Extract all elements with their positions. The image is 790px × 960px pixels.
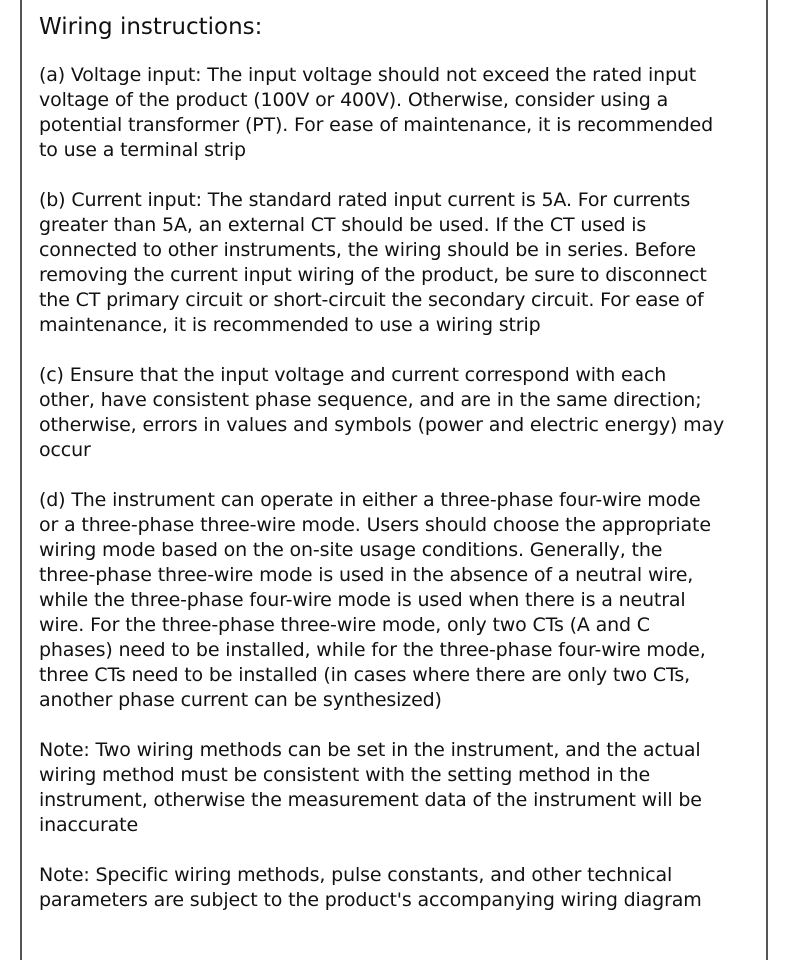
text-line: wire. For the three-phase three-wire mode, only two CTs (A and C <box>39 614 650 636</box>
text-line: maintenance, it is recommended to use a wiring strip <box>39 314 541 336</box>
paragraph-wiring-modes <box>39 488 751 713</box>
text-line: (d) The instrument can operate in either a three-phase four-wire mode <box>39 489 701 511</box>
text-line: wiring method must be consistent with the setting method in the <box>39 764 651 786</box>
text-line: potential transformer (PT). For ease of maintenance, it is recommended <box>39 114 714 136</box>
text-line: to use a terminal strip <box>39 139 246 161</box>
text-line: while the three-phase four-wire mode is used when there is a neutral <box>39 589 686 611</box>
text-line: connected to other instruments, the wiring should be in series. Before <box>39 239 696 261</box>
text-line: removing the current input wiring of the product, be sure to disconnect <box>39 264 707 286</box>
text-line: occur <box>39 439 91 461</box>
text-line: voltage of the product (100V or 400V). Otherwise, consider using a <box>39 89 669 111</box>
text-line: other, have consistent phase sequence, and are in the same direction; <box>39 389 702 411</box>
text-line: three-phase three-wire mode is used in the absence of a neutral wire, <box>39 564 694 586</box>
instructions-body <box>39 63 751 938</box>
paragraph-current-input <box>39 188 751 338</box>
paragraph-phase-consistency <box>39 363 751 463</box>
page-title: Wiring instructions: <box>39 14 263 40</box>
text-line: wiring mode based on the on-site usage conditions. Generally, the <box>39 539 663 561</box>
text-line: phases) need to be installed, while for the three-phase four-wire mode, <box>39 639 706 661</box>
text-line: three CTs need to be installed (in cases where there are only two CTs, <box>39 664 690 686</box>
paragraph-voltage-input <box>39 63 751 163</box>
text-line: (c) Ensure that the input voltage and current correspond with each <box>39 364 667 386</box>
paragraph-note-setting-method <box>39 738 751 838</box>
text-line: (a) Voltage input: The input voltage should not exceed the rated input <box>39 64 697 86</box>
text-line: greater than 5A, an external CT should be used. If the CT used is <box>39 214 647 236</box>
document-page <box>20 0 768 960</box>
text-line: otherwise, errors in values and symbols (power and electric energy) may <box>39 414 725 436</box>
text-line: Note: Two wiring methods can be set in the instrument, and the actual <box>39 739 701 761</box>
text-line: the CT primary circuit or short-circuit the secondary circuit. For ease of <box>39 289 704 311</box>
text-line: (b) Current input: The standard rated input current is 5A. For currents <box>39 189 691 211</box>
text-line: Note: Specific wiring methods, pulse constants, and other technical <box>39 864 673 886</box>
text-line: or a three-phase three-wire mode. Users should choose the appropriate <box>39 514 711 536</box>
text-line: instrument, otherwise the measurement data of the instrument will be <box>39 789 702 811</box>
text-line: inaccurate <box>39 814 138 836</box>
text-line: parameters are subject to the product's accompanying wiring diagram <box>39 889 702 911</box>
paragraph-note-wiring-diagram <box>39 863 751 913</box>
text-line: another phase current can be synthesized) <box>39 689 442 711</box>
